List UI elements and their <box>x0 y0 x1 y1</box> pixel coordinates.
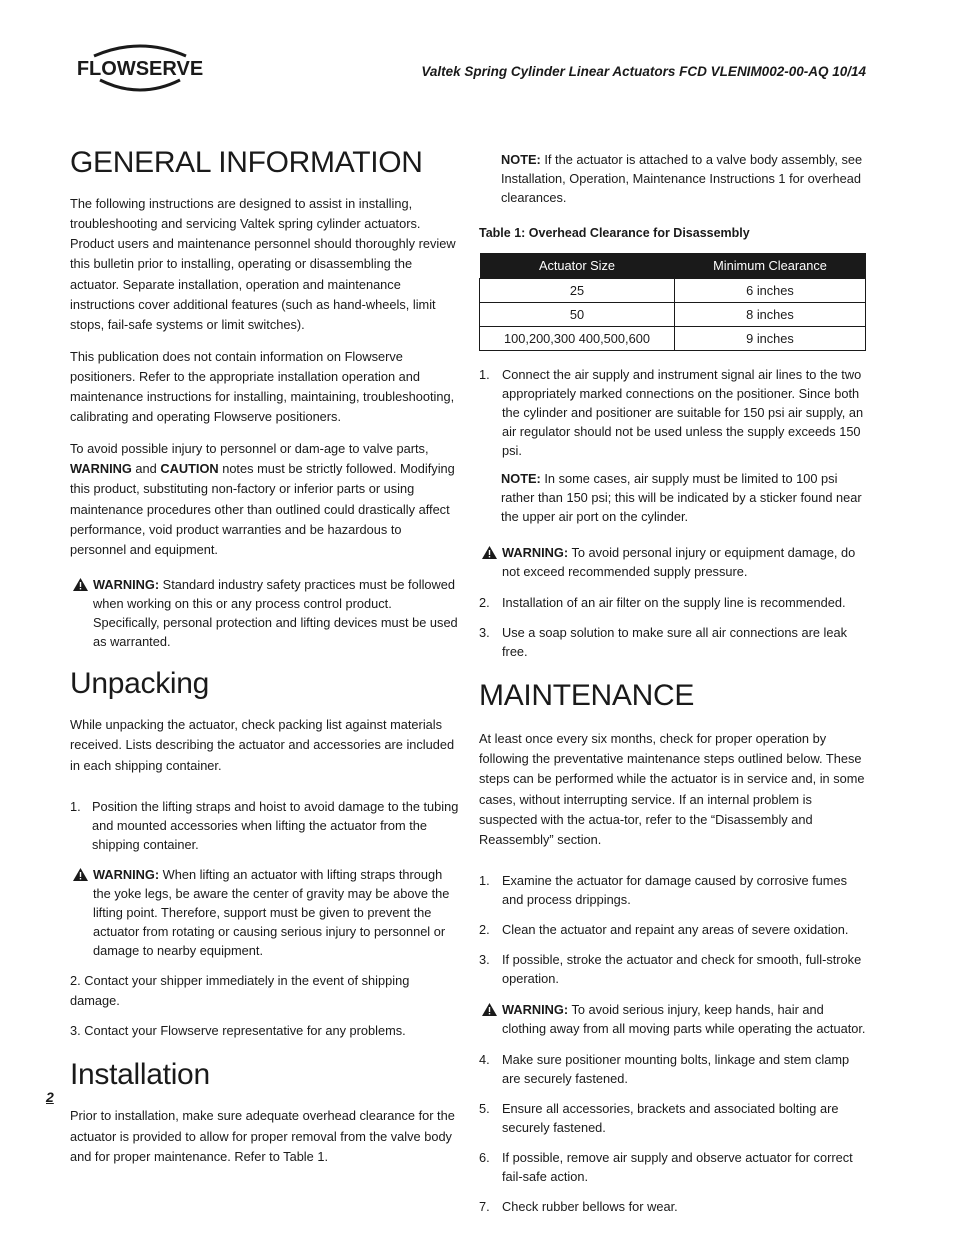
column-header: Actuator Size <box>480 253 675 279</box>
column-header: Minimum Clearance <box>675 253 866 279</box>
table-header-row <box>480 253 866 279</box>
table-row <box>480 327 866 351</box>
maintenance-step-1: 1. Examine the actuator for damage caused by corrosive fumes and process drippings. <box>479 872 847 907</box>
right-column <box>479 150 869 1216</box>
table-cell: 6 inches <box>675 279 866 303</box>
unpacking-heading: Unpacking <box>70 666 210 700</box>
unpacking-step-1: 1. Position the lifting straps and hoist to avoid damage to the tubing and mounted accessories when lifting the actuator from the shipping container. <box>70 798 459 852</box>
table-caption: Table 1: Overhead Clearance for Disassembly <box>479 226 750 240</box>
table-cell: 100,200,300 400,500,600 <box>480 327 675 351</box>
installation-step-3: 3. Use a soap solution to make sure all air connections are leak free. <box>479 625 847 660</box>
installation-note-1: NOTE: If the actuator is attached to a valve body assembly, see Installation, Operation, Maintenance Instructions 1 for overhead clearances. <box>501 152 863 205</box>
table-cell: 8 inches <box>675 303 866 327</box>
warning-icon <box>73 578 88 591</box>
unpacking-paragraph: While unpacking the actuator, check packing list against materials received. Lists describing the actuator and accessories are included in each shipping container. <box>70 717 455 773</box>
flowserve-logo <box>70 42 210 94</box>
flowserve-logo-text: FLOWSERVE <box>76 58 204 80</box>
warning-icon <box>482 1003 497 1016</box>
installation-step-2: 2. Installation of an air filter on the supply line is recommended. <box>479 595 846 611</box>
general-paragraph-1: The following instructions are designed to assist in installing, troubleshooting and servicing Valtek spring cylinder actuators. Product users and maintenance personnel should thoroughly review this bulletin prior to installing, operating or disassembling the actuator. Separate installation, operation and maintenance instructions cover additional features (such as hand-wheels, limit stops, fail-safe systems or limit switches). <box>70 195 456 333</box>
installation-warning: WARNING: To avoid personal injury or equipment damage, do not exceed recommended supply pressure. <box>479 543 869 581</box>
installation-heading: Installation <box>70 1057 210 1091</box>
maintenance-step-4: 4. Make sure positioner mounting bolts, linkage and stem clamp are securely fastened. <box>479 1051 850 1086</box>
installation-note-2: NOTE: In some cases, air supply must be limited to 100 psi rather than 150 psi; this will be indicated by a sticker found near the upper air port on the cylinder. <box>501 471 862 525</box>
maintenance-step-7: 7. Check rubber bellows for wear. <box>479 1198 678 1214</box>
clearance-table <box>479 253 866 351</box>
table-cell: 50 <box>480 303 675 327</box>
table-cell: 25 <box>480 279 675 303</box>
warning-icon <box>482 546 497 559</box>
maintenance-step-6: 6. If possible, remove air supply and observe actuator for correct fail-safe action. <box>479 1149 853 1184</box>
maintenance-heading: MAINTENANCE <box>479 679 695 713</box>
general-paragraph-2: This publication does not contain information on Flowserve positioners. Refer to the appropriate installation operation and maintenance instructions for installing, maintaining, troubleshooting, calibrating and operating Flowserve positioners. <box>70 348 455 425</box>
table-row <box>480 303 866 327</box>
warning-icon <box>73 868 88 881</box>
maintenance-step-3: 3. If possible, stroke the actuator and check for smooth, full-stroke operation. <box>479 951 862 986</box>
unpacking-step-2: 2. Contact your shipper immediately in the event of shipping damage. <box>70 972 410 1009</box>
maintenance-paragraph: At least once every six months, check for proper operation by following the preventative maintenance steps outlined below. These steps can be performed while the actuator is in service and, in some cases, without interrupting service. If an internal problem is suspected with the actua-tor, refer to the “Disassembly and Reassembly” section. <box>479 730 865 848</box>
maintenance-warning: WARNING: To avoid serious injury, keep hands, hair and clothing away from all moving parts while operating the actuator. <box>479 1000 869 1038</box>
page-number: 2 <box>46 1089 54 1105</box>
general-paragraph-3: To avoid possible injury to personnel or dam-age to valve parts, WARNING and CAUTION notes must be strictly followed. Modifying this product, substituting non-factory or inferior parts or using maintenance procedures other than outlined could drastically affect performance, void product warranties and be hazardous to personnel and equipment. <box>70 440 455 558</box>
maintenance-step-5: 5. Ensure all accessories, brackets and associated bolting are securely fastened. <box>479 1100 839 1135</box>
table-row <box>480 279 866 303</box>
left-column <box>70 140 460 1167</box>
table-cell: 9 inches <box>675 327 866 351</box>
installation-step-1: 1. Connect the air supply and instrument signal air lines to the two appropriately marked connections on the positioner. Since both the cylinder and positioner are suitable for 150 psi air supply, an air regulator should not be used unless the supply exceeds 150 psi. <box>479 367 864 459</box>
maintenance-step-2: 2. Clean the actuator and repaint any areas of severe oxidation. <box>479 921 849 937</box>
unpacking-warning: WARNING: When lifting an actuator with lifting straps through the yoke legs, be aware the center of gravity may be above the lifting point. Therefore, support must be given to prevent the actuator from rotating or causing serious injury to personnel or damage to nearby equipment. <box>70 865 460 960</box>
document-header-title: Valtek Spring Cylinder Linear Actuators FCD VLENIM002-00-AQ 10/14 <box>421 64 866 79</box>
installation-paragraph: Prior to installation, make sure adequate overhead clearance for the actuator is provided to allow for proper removal from the valve body and for proper maintenance. Refer to Table 1. <box>70 1108 455 1164</box>
unpacking-step-3: 3. Contact your Flowserve representative for any problems. <box>70 1022 406 1038</box>
general-warning: WARNING: Standard industry safety practices must be followed when working on this or any process control product. Specifically, personal protection and lifting devices must be used as warranted. <box>70 575 460 651</box>
general-information-heading: GENERAL INFORMATION <box>70 146 423 179</box>
